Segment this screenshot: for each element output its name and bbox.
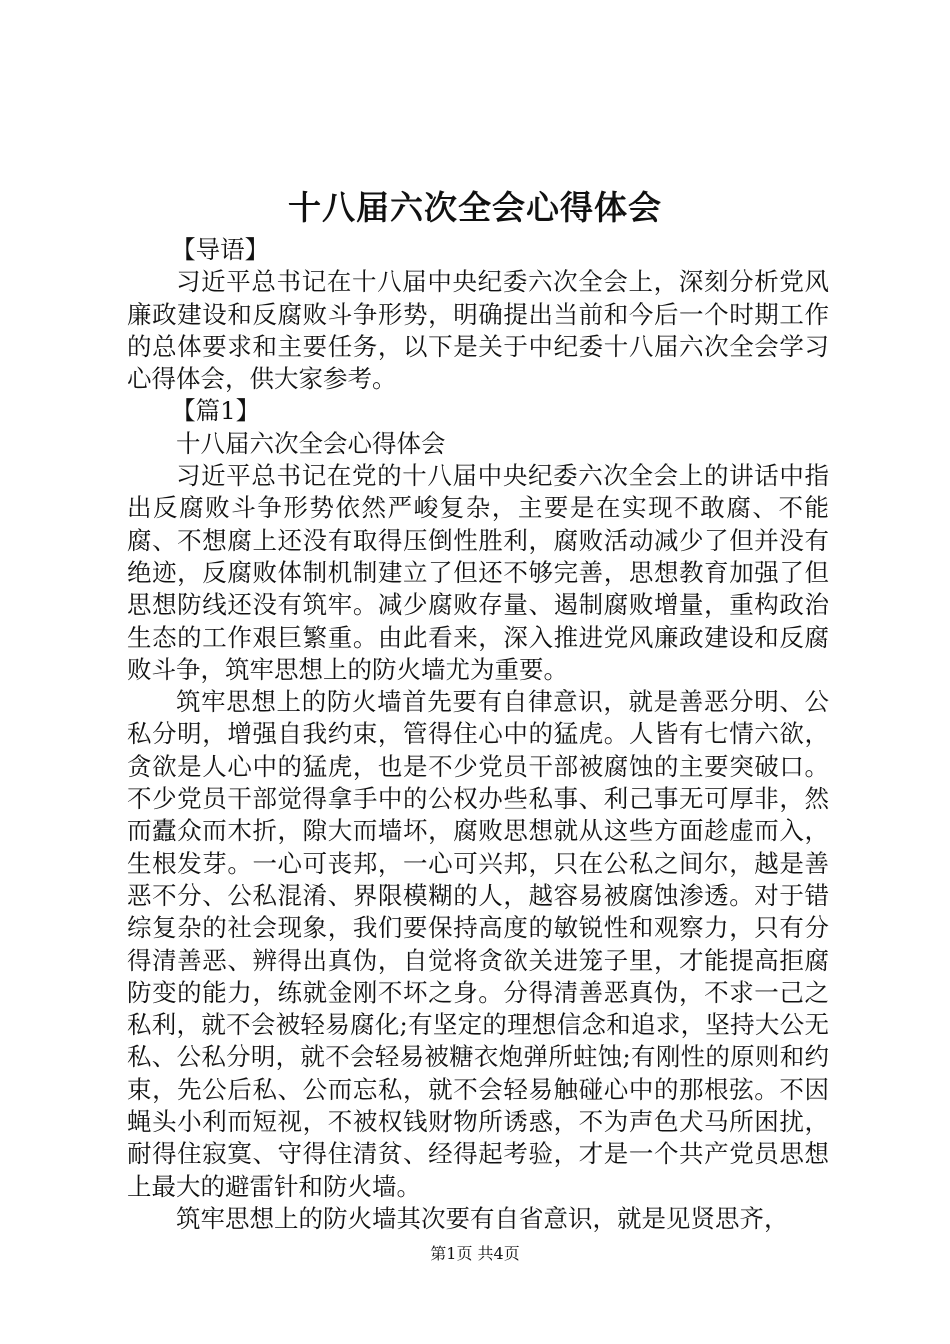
- daoyu-paragraph: 习近平总书记在十八届中央纪委六次全会上，深刻分析党风廉政建设和反腐败斗争形势，明确提出当前和今后一个时期工作的总体要求和主要任务，以下是关于中纪委十八届六次全会学习心得体会，供大家参考。: [127, 267, 829, 394]
- body-paragraph: 习近平总书记在党的十八届中央纪委六次全会上的讲话中指出反腐败斗争形势依然严峻复杂，主要是在实现不敢腐、不能腐、不想腐上还没有取得压倒性胜利，腐败活动减少了但并没有绝迹，反腐败体制机制建立了但还不够完善，思想教育加强了但思想防线还没有筑牢。减少腐败存量、遏制腐败增量，重构政治生态的工作艰巨繁重。由此看来，深入推进党风廉政建设和反腐败斗争，筑牢思想上的防火墙尤为重要。: [127, 461, 829, 684]
- pian-label: 【篇1】: [171, 396, 261, 426]
- page-footer: 第1页 共4页: [430, 1244, 520, 1263]
- body-paragraph: 筑牢思想上的防火墙其次要有自省意识，就是见贤思齐，: [176, 1203, 789, 1233]
- document-body: [127, 234, 829, 1235]
- pian-title: 十八届六次全会心得体会: [176, 428, 446, 458]
- document-title: 十八届六次全会心得体会: [288, 188, 662, 227]
- daoyu-label: 【导语】: [171, 235, 270, 264]
- body-paragraph: 筑牢思想上的防火墙首先要有自律意识，就是善恶分明、公私分明，增强自我约束，管得住心中的猛虎。人皆有七情六欲，贪欲是人心中的猛虎，也是不少党员干部被腐蚀的主要突破口。不少党员干部觉得拿手中的公权办些私事、利己事无可厚非，然而蠹众而木折，隙大而墙坏，腐败思想就从这些方面趁虚而入，生根发芽。一心可丧邦，一心可兴邦，只在公私之间尔，越是善恶不分、公私混淆、界限模糊的人，越容易被腐蚀渗透。对于错综复杂的社会现象，我们要保持高度的敏锐性和观察力，只有分得清善恶、辨得出真伪，自觉将贪欲关进笼子里，才能提高拒腐防变的能力，练就金刚不坏之身。分得清善恶真伪，不求一己之私利，就不会被轻易腐化;有坚定的理想信念和追求，坚持大公无私、公私分明，就不会轻易被糖衣炮弹所蛀蚀;有刚性的原则和约束，先公后私、公而忘私，就不会轻易触碰心中的那根弦。不因蝇头小利而短视，不被权钱财物所诱惑，不为声色犬马所困扰，耐得住寂寞、守得住清贫、经得起考验，才是一个共产党员思想上最大的避雷针和防火墙。: [127, 687, 829, 1201]
